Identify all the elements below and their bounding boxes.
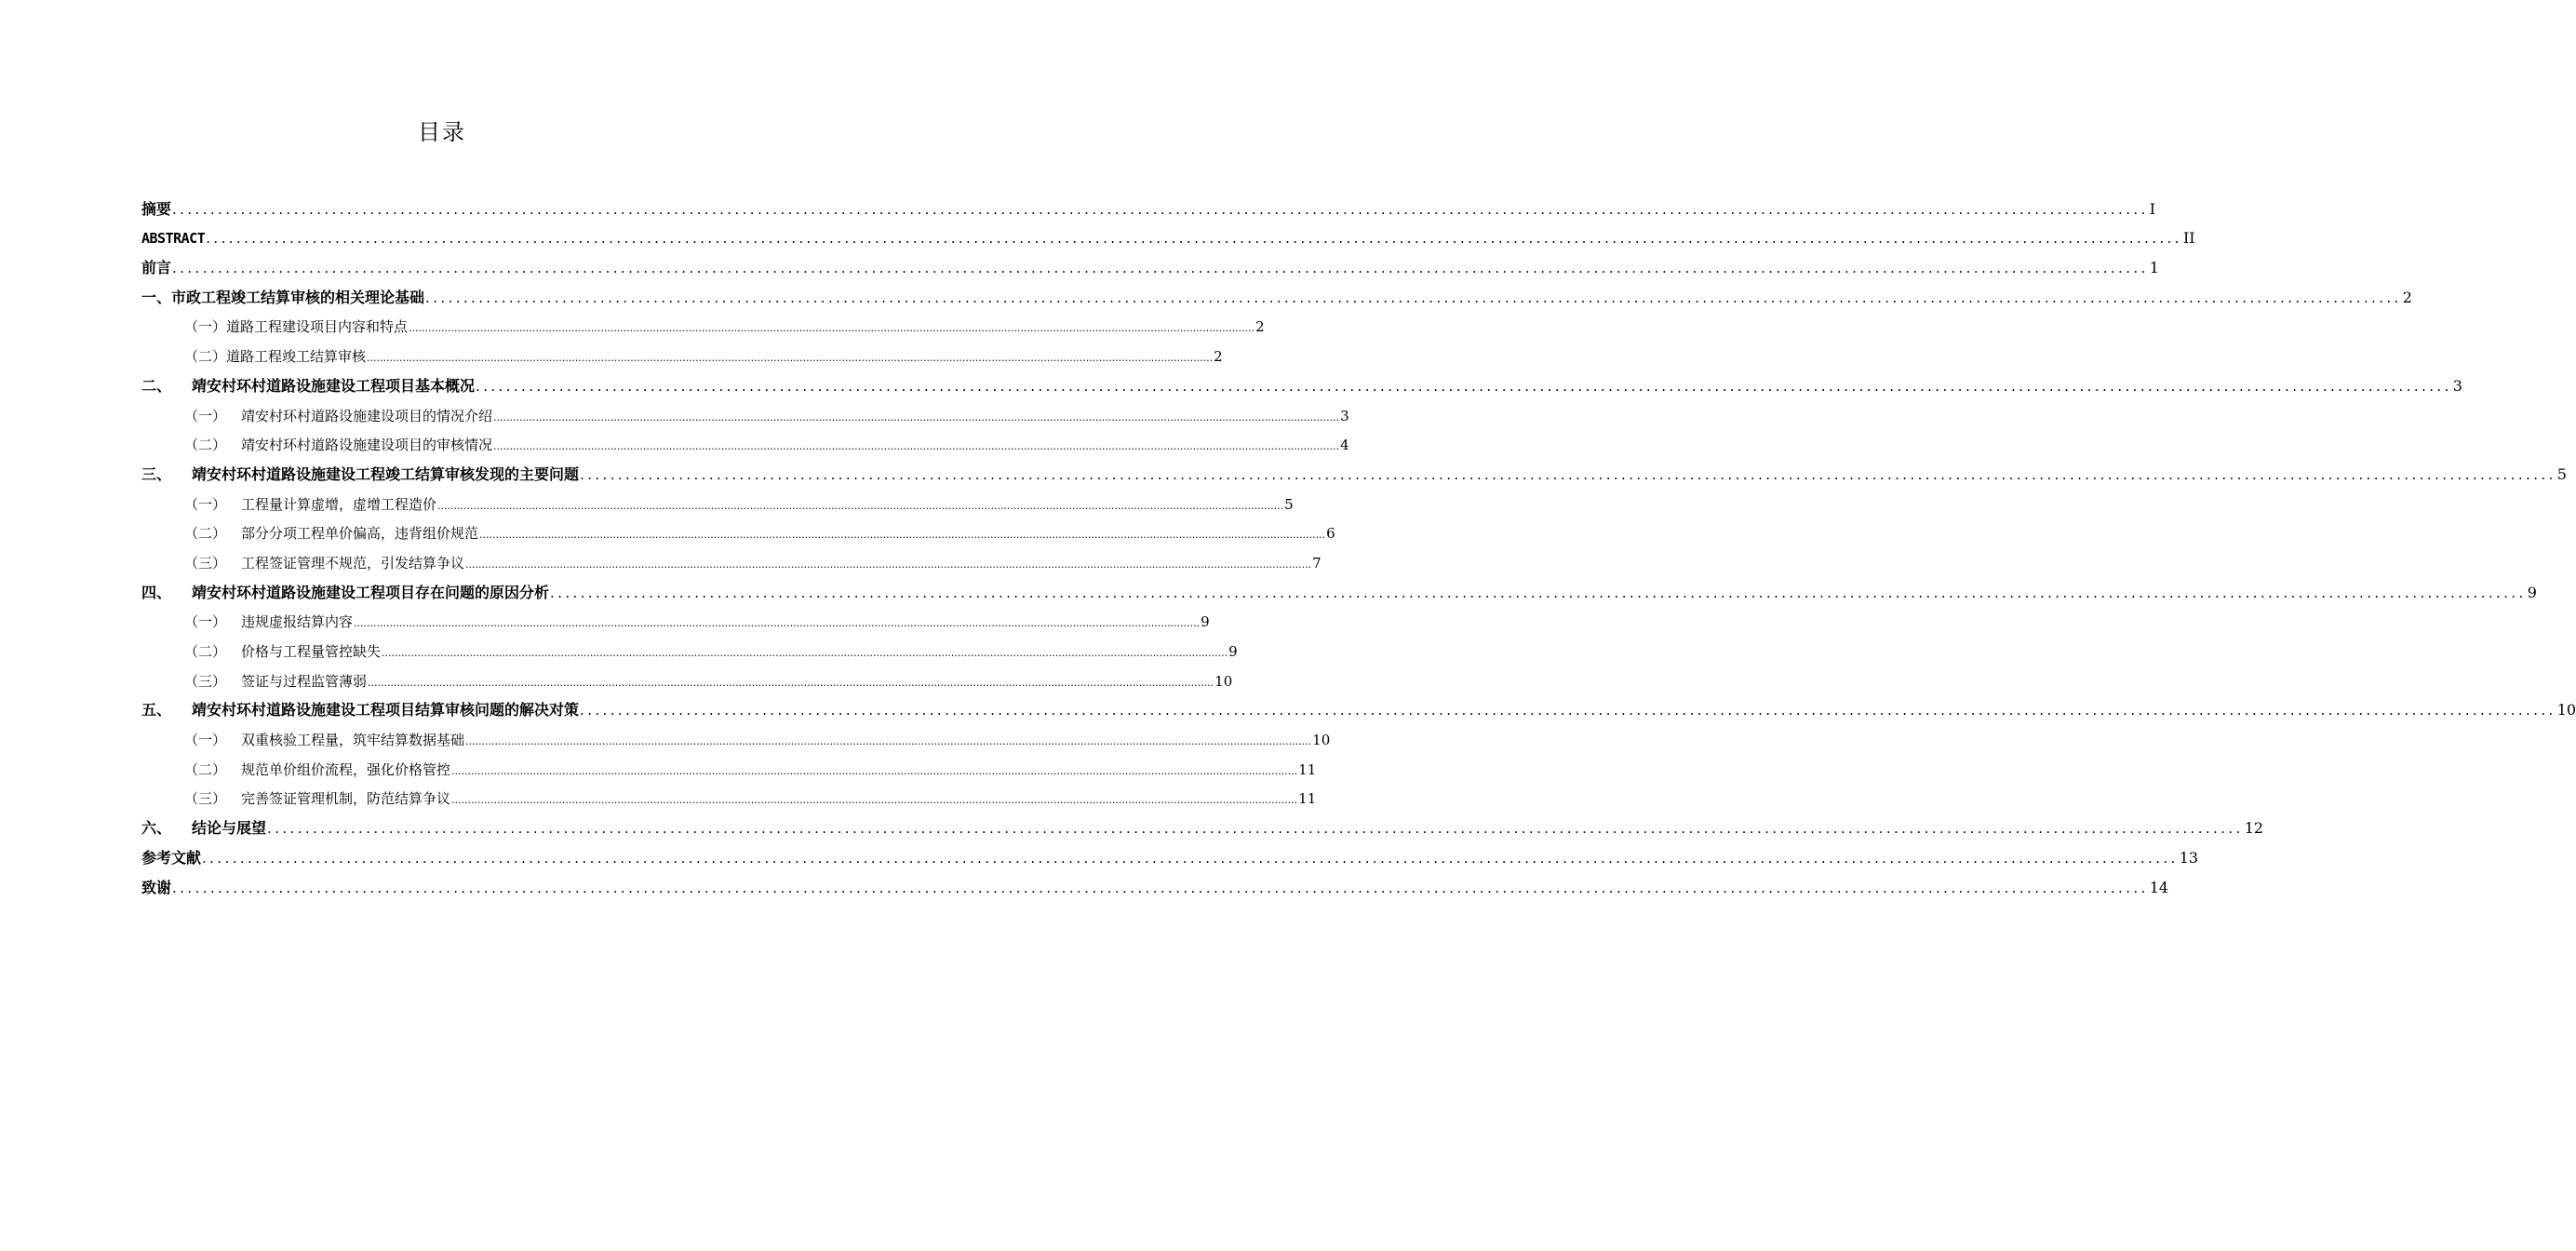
toc-entry[interactable] bbox=[141, 780, 1317, 810]
toc-entry-page-number: 3 bbox=[1340, 407, 1349, 424]
toc-entry-number: （三） bbox=[184, 554, 227, 572]
toc-entry[interactable] bbox=[141, 573, 2537, 603]
toc-entry-label bbox=[141, 199, 171, 220]
toc-entry-number: 六、 bbox=[141, 819, 172, 838]
toc-entry-text: 道路工程竣工结算审核 bbox=[226, 348, 367, 366]
dot-leader: .................................................................................................................................................................................................................................................................... bbox=[437, 499, 1284, 512]
dot-leader: .................................................................................................................................................................................................................................................................... bbox=[451, 794, 1298, 807]
toc-entry-text: 违规虚报结算内容 bbox=[241, 613, 354, 631]
toc-entry[interactable] bbox=[141, 662, 1233, 692]
toc-entry-text: 靖安村环村道路设施建设项目的情况介绍 bbox=[241, 407, 493, 424]
toc-entry[interactable] bbox=[141, 426, 1349, 456]
toc-entry-number: （三） bbox=[184, 790, 227, 808]
toc-entry-label bbox=[184, 494, 436, 515]
toc-entry-number: 二、 bbox=[141, 376, 172, 395]
dot-leader: .................................................................................................................................................................................................................................................................... bbox=[580, 465, 2556, 483]
toc-entry-number: （一） bbox=[184, 407, 227, 424]
dot-leader: .................................................................................................................................................................................................................................................................... bbox=[172, 200, 2149, 218]
toc-entry-text: 靖安村环村道路设施建设工程项目结算审核问题的解决对策 bbox=[192, 701, 580, 720]
toc-entry-number: 五、 bbox=[141, 701, 172, 720]
toc-entry-page-number: 10 bbox=[2556, 701, 2576, 720]
toc-entry-page-number: 5 bbox=[2556, 464, 2567, 483]
toc-entry-number: （二） bbox=[184, 437, 227, 454]
toc-entry-label bbox=[141, 818, 266, 839]
toc-entry[interactable] bbox=[141, 278, 2412, 308]
toc-entry-number: 三、 bbox=[141, 464, 172, 483]
toc-entry[interactable] bbox=[141, 839, 2199, 868]
toc-entry[interactable] bbox=[141, 455, 2567, 485]
toc-entry-number: （二） bbox=[184, 643, 227, 660]
dot-leader: .................................................................................................................................................................................................................................................................... bbox=[465, 558, 1312, 571]
toc-entry-text: 参考文献 bbox=[141, 848, 202, 867]
toc-entry-number: （二） bbox=[184, 525, 227, 543]
toc-entry-number: （二） bbox=[184, 348, 227, 366]
toc-entry[interactable] bbox=[141, 190, 2156, 220]
dot-leader: .................................................................................................................................................................................................................................................................... bbox=[367, 352, 1214, 365]
dot-leader: .................................................................................................................................................................................................................................................................... bbox=[354, 617, 1201, 630]
toc-entry-text: 工程量计算虚增，虚增工程造价 bbox=[241, 495, 437, 513]
toc-entry-text: 摘要 bbox=[141, 199, 172, 218]
toc-entry-number: （一） bbox=[184, 732, 227, 749]
toc-entry-label bbox=[141, 288, 424, 308]
toc-entry[interactable] bbox=[141, 249, 2159, 278]
toc-entry-page-number: 5 bbox=[1284, 495, 1294, 513]
dot-leader: .................................................................................................................................................................................................................................................................... bbox=[550, 584, 2527, 601]
toc-entry-page-number: 2 bbox=[1214, 348, 1223, 366]
toc-entry-label bbox=[184, 553, 464, 573]
toc-entry[interactable] bbox=[141, 720, 1331, 750]
toc-entry-text: 签证与过程监管薄弱 bbox=[241, 672, 368, 690]
toc-entry-label bbox=[141, 700, 579, 720]
toc-entry[interactable] bbox=[141, 397, 1349, 426]
dot-leader: .................................................................................................................................................................................................................................................................... bbox=[172, 260, 2149, 277]
toc-entry-label bbox=[141, 848, 201, 868]
toc-entry-text: 靖安村环村道路设施建设工程项目存在问题的原因分析 bbox=[192, 583, 550, 601]
toc-entry[interactable] bbox=[141, 809, 2264, 839]
toc-entry-page-number: 3 bbox=[2452, 376, 2462, 395]
toc-entry-text: 价格与工程量管控缺失 bbox=[241, 643, 382, 660]
toc-entry-label bbox=[184, 346, 366, 367]
toc-entry-text: 部分分项工程单价偏高，违背组价规范 bbox=[241, 525, 479, 543]
toc-entry-page-number: 2 bbox=[1255, 318, 1265, 336]
toc-entry-label bbox=[141, 583, 549, 603]
toc-entry-label bbox=[184, 523, 478, 544]
table-of-contents bbox=[141, 190, 2576, 898]
dot-leader: .................................................................................................................................................................................................................................................................... bbox=[493, 440, 1340, 453]
toc-entry-label bbox=[184, 316, 408, 337]
toc-entry-page-number: 1 bbox=[2149, 259, 2159, 277]
toc-entry-page-number: 11 bbox=[1298, 760, 1317, 778]
toc-entry-page-number: 2 bbox=[2402, 288, 2412, 306]
toc-entry-page-number: 7 bbox=[1312, 554, 1322, 572]
toc-entry-label bbox=[184, 671, 367, 692]
toc-entry[interactable] bbox=[141, 367, 2462, 397]
toc-entry-page-number: I bbox=[2149, 199, 2156, 218]
toc-entry[interactable] bbox=[141, 337, 1223, 367]
toc-entry-text: 靖安村环村道路设施建设工程项目基本概况 bbox=[192, 376, 476, 395]
dot-leader: .................................................................................................................................................................................................................................................................... bbox=[493, 410, 1340, 424]
dot-leader: .................................................................................................................................................................................................................................................................... bbox=[476, 377, 2452, 395]
dot-leader: .................................................................................................................................................................................................................................................................... bbox=[465, 735, 1312, 748]
toc-entry-label bbox=[184, 435, 492, 455]
toc-entry[interactable] bbox=[141, 750, 1317, 780]
toc-entry-page-number: 10 bbox=[1312, 732, 1331, 749]
dot-leader: .................................................................................................................................................................................................................................................................... bbox=[451, 764, 1298, 777]
toc-entry-text: ABSTRACT bbox=[141, 230, 206, 248]
toc-entry-number: 四、 bbox=[141, 583, 172, 601]
toc-entry-text: 靖安村环村道路设施建设项目的审核情况 bbox=[241, 437, 493, 454]
toc-entry-text: 完善签证管理机制，防范结算争议 bbox=[241, 790, 451, 808]
toc-entry-text: 道路工程建设项目内容和特点 bbox=[226, 318, 409, 336]
toc-entry-text: 工程签证管理不规范，引发结算争议 bbox=[241, 554, 465, 572]
dot-leader: .................................................................................................................................................................................................................................................................... bbox=[172, 879, 2149, 896]
toc-entry[interactable] bbox=[141, 515, 1335, 545]
dot-leader: .................................................................................................................................................................................................................................................................... bbox=[425, 289, 2402, 306]
toc-entry-label bbox=[184, 730, 464, 750]
toc-entry[interactable] bbox=[141, 544, 1322, 573]
toc-entry[interactable] bbox=[141, 692, 2576, 721]
toc-entry[interactable] bbox=[141, 308, 1265, 338]
toc-entry-label bbox=[141, 376, 475, 397]
dot-leader: .................................................................................................................................................................................................................................................................... bbox=[382, 647, 1228, 659]
toc-entry-label bbox=[141, 258, 171, 278]
toc-entry[interactable] bbox=[141, 485, 1294, 515]
toc-entry-text: 致谢 bbox=[141, 878, 172, 896]
toc-entry-label bbox=[141, 228, 205, 249]
toc-entry-number: （一） bbox=[184, 495, 227, 513]
toc-entry-text: 前言 bbox=[141, 259, 172, 277]
toc-entry-page-number: 9 bbox=[1201, 613, 1210, 631]
toc-entry-label bbox=[141, 464, 579, 485]
toc-entry-page-number: 12 bbox=[2244, 819, 2264, 838]
toc-entry-page-number: 11 bbox=[1298, 790, 1317, 808]
toc-entry[interactable] bbox=[141, 632, 1238, 662]
toc-entry-label bbox=[184, 406, 492, 426]
toc-entry-text: 规范单价组价流程，强化价格管控 bbox=[241, 760, 451, 778]
dot-leader: .................................................................................................................................................................................................................................................................... bbox=[580, 702, 2556, 720]
toc-entry-page-number: 4 bbox=[1340, 437, 1349, 454]
toc-entry[interactable] bbox=[141, 868, 2169, 898]
toc-entry-label bbox=[184, 641, 381, 662]
page-title: 目录 bbox=[418, 119, 466, 145]
toc-entry-text: 市政工程竣工结算审核的相关理论基础 bbox=[171, 288, 425, 306]
toc-entry[interactable] bbox=[141, 603, 1210, 633]
toc-entry-number: 一、 bbox=[141, 288, 172, 306]
toc-entry-text: 双重核验工程量，筑牢结算数据基础 bbox=[241, 732, 465, 749]
toc-entry-page-number: II bbox=[2182, 229, 2195, 248]
dot-leader: .................................................................................................................................................................................................................................................................... bbox=[368, 676, 1214, 689]
toc-entry-number: （一） bbox=[184, 613, 227, 631]
dot-leader: .................................................................................................................................................................................................................................................................... bbox=[267, 820, 2244, 838]
toc-entry-label bbox=[141, 878, 171, 898]
toc-entry-page-number: 13 bbox=[2179, 848, 2199, 867]
toc-entry-page-number: 6 bbox=[1326, 525, 1335, 543]
dot-leader: .................................................................................................................................................................................................................................................................... bbox=[206, 230, 2182, 248]
toc-entry-page-number: 9 bbox=[2527, 583, 2537, 601]
toc-entry-text: 靖安村环村道路设施建设工程竣工结算审核发现的主要问题 bbox=[192, 464, 580, 483]
toc-entry-page-number: 14 bbox=[2149, 878, 2169, 896]
toc-entry-page-number: 9 bbox=[1228, 643, 1238, 660]
dot-leader: .................................................................................................................................................................................................................................................................... bbox=[479, 529, 1326, 542]
toc-entry-text: 结论与展望 bbox=[192, 819, 267, 838]
toc-entry[interactable] bbox=[141, 220, 2195, 249]
dot-leader: .................................................................................................................................................................................................................................................................... bbox=[202, 849, 2179, 867]
toc-entry-label bbox=[184, 760, 450, 780]
dot-leader: .................................................................................................................................................................................................................................................................... bbox=[409, 322, 1255, 335]
toc-entry-number: （三） bbox=[184, 672, 227, 690]
toc-entry-page-number: 10 bbox=[1214, 672, 1233, 690]
toc-entry-label bbox=[184, 788, 450, 809]
toc-entry-label bbox=[184, 612, 353, 632]
toc-entry-number: （一） bbox=[184, 318, 227, 336]
toc-entry-number: （二） bbox=[184, 760, 227, 778]
